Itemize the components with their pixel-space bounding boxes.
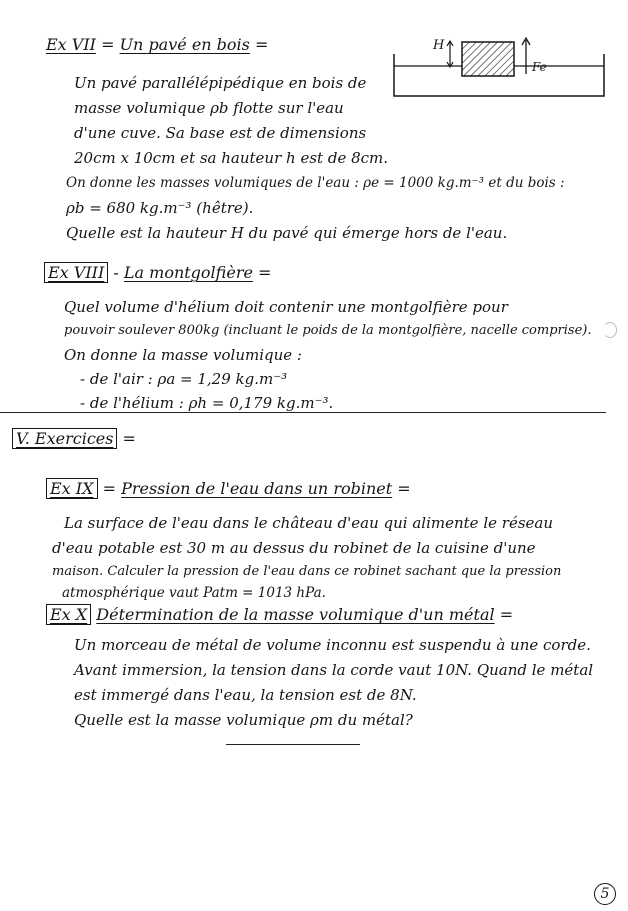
- ex8-title: La montgolfière: [123, 263, 253, 282]
- ex10-heading: Ex X Détermination de la masse volumique d'un métal =: [46, 606, 513, 624]
- ex8-heading: Ex VIII - La montgolfière =: [44, 264, 271, 282]
- ex8-line: On donne la masse volumique :: [64, 346, 302, 364]
- ex7-line: d'une cuve. Sa base est de dimensions: [74, 124, 367, 142]
- ex9-line: atmosphérique vaut Patm = 1013 hPa.: [62, 585, 326, 601]
- divider: [0, 412, 606, 413]
- ex9-line: d'eau potable est 30 m au dessus du robinet de la cuisine d'une: [52, 539, 536, 557]
- ex9-heading: Ex IX = Pression de l'eau dans un robinet =: [46, 480, 411, 498]
- end-rule: [226, 744, 360, 745]
- page-number: 5: [594, 883, 616, 905]
- section-heading: V. Exercices =: [12, 430, 136, 448]
- ex7-line: Quelle est la hauteur H du pavé qui émerge hors de l'eau.: [66, 224, 508, 242]
- ex10-line: Un morceau de métal de volume inconnu est suspendu à une corde.: [74, 636, 591, 654]
- ex10-line: Quelle est la masse volumique ρm du métal?: [74, 711, 413, 729]
- ex7-line: On donne les masses volumiques de l'eau : ρe = 1000 kg.m⁻³ et du bois :: [66, 175, 565, 191]
- ex7-heading: Ex VII = Un pavé en bois =: [46, 35, 269, 54]
- ex10-line: Avant immersion, la tension dans la corde vaut 10N. Quand le métal: [74, 661, 594, 679]
- section-label: V. Exercices: [12, 428, 117, 449]
- ex10-label: Ex X: [46, 604, 91, 625]
- ex7-title: Un pavé en bois: [119, 35, 250, 54]
- ex8-line: Quel volume d'hélium doit contenir une montgolfière pour: [64, 298, 508, 316]
- ink-mark: [603, 322, 617, 338]
- ex9-title: Pression de l'eau dans un robinet: [121, 479, 393, 498]
- ex7-line: ρb = 680 kg.m⁻³ (hêtre).: [66, 199, 254, 217]
- ex9-line: maison. Calculer la pression de l'eau dans ce robinet sachant que la pression: [52, 564, 562, 579]
- ex7-line: masse volumique ρb flotte sur l'eau: [74, 99, 344, 117]
- ex10-line: est immergé dans l'eau, la tension est de 8N.: [74, 686, 417, 704]
- ex7-label: Ex VII: [46, 35, 96, 54]
- ex9-line: La surface de l'eau dans le château d'eau qui alimente le réseau: [64, 514, 553, 532]
- floating-block-figure: [392, 34, 607, 104]
- ex8-line: - de l'hélium : ρh = 0,179 kg.m⁻³.: [80, 394, 334, 412]
- ex7-line: Un pavé parallélépipédique en bois de: [74, 74, 367, 92]
- ex8-line: pouvoir soulever 800kg (incluant le poids de la montgolfière, nacelle comprise).: [64, 323, 592, 338]
- ex8-line: - de l'air : ρa = 1,29 kg.m⁻³: [80, 370, 288, 388]
- ex8-label: Ex VIII: [44, 262, 108, 283]
- figure-label-h: H: [433, 38, 445, 53]
- ex10-title: Détermination de la masse volumique d'un métal: [96, 605, 495, 624]
- ex7-line: 20cm x 10cm et sa hauteur h est de 8cm.: [74, 149, 389, 167]
- figure-label-fe: Fe: [532, 60, 547, 74]
- ex9-label: Ex IX: [46, 478, 98, 499]
